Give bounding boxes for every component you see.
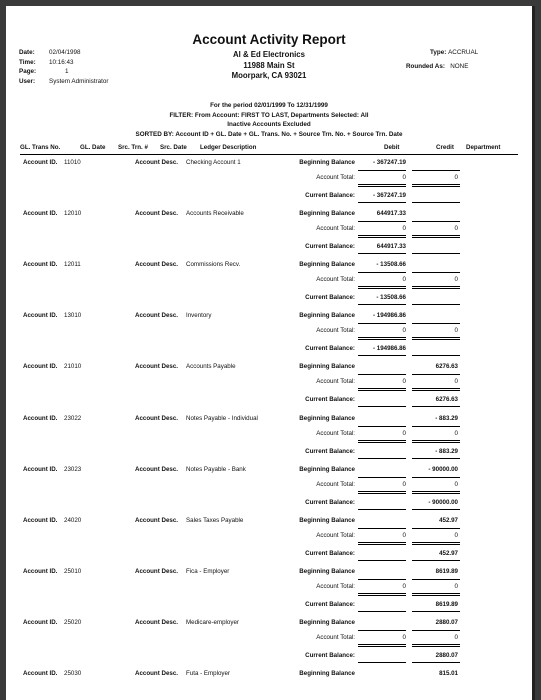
rule bbox=[412, 509, 460, 510]
account-desc-label: Account Desc. bbox=[135, 465, 178, 473]
current-balance-label: Current Balance: bbox=[305, 498, 355, 506]
account-id-value: 11010 bbox=[64, 159, 81, 166]
col-debit: Debit bbox=[384, 144, 400, 151]
rule bbox=[412, 388, 460, 389]
rule bbox=[412, 542, 460, 543]
rule bbox=[412, 662, 460, 663]
company-name: Al & Ed Electronics bbox=[233, 50, 305, 59]
account-block bbox=[6, 466, 532, 517]
rule bbox=[358, 323, 406, 324]
rule bbox=[412, 202, 460, 203]
current-balance-label: Current Balance: bbox=[305, 447, 355, 455]
rule bbox=[358, 390, 406, 391]
rule bbox=[358, 406, 406, 407]
account-id-value: 25030 bbox=[64, 670, 82, 677]
account-desc-label: Account Desc. bbox=[135, 567, 178, 575]
rule bbox=[412, 442, 460, 443]
account-desc-label: Account Desc. bbox=[135, 670, 178, 677]
account-total-credit: 0 bbox=[454, 480, 458, 488]
rule bbox=[358, 339, 406, 340]
rule bbox=[358, 509, 406, 510]
beginning-credit: 6276.63 bbox=[435, 363, 458, 371]
account-id-label: Account ID. bbox=[23, 261, 58, 269]
account-desc-label: Account Desc. bbox=[135, 414, 178, 422]
beginning-balance-label: Beginning Balance bbox=[299, 261, 355, 269]
rule bbox=[412, 323, 460, 324]
col-gl-trans-no: GL. Trans No. bbox=[20, 144, 61, 151]
col-credit: Credit bbox=[436, 144, 454, 151]
rule bbox=[358, 542, 406, 543]
rule bbox=[358, 237, 406, 238]
rule bbox=[358, 528, 406, 529]
current-credit: - 90000.00 bbox=[428, 498, 458, 506]
account-id-value: 13010 bbox=[64, 312, 82, 320]
account-desc-label: Account Desc. bbox=[135, 261, 178, 269]
rule bbox=[412, 595, 460, 596]
beginning-credit: - 883.29 bbox=[435, 414, 458, 422]
rule bbox=[358, 388, 406, 389]
account-id-value: 25020 bbox=[64, 618, 82, 626]
rule bbox=[358, 630, 406, 631]
account-block bbox=[6, 670, 532, 700]
col-department: Department bbox=[466, 144, 501, 151]
account-total-credit: 0 bbox=[454, 225, 458, 233]
rule bbox=[412, 221, 460, 222]
rule bbox=[412, 272, 460, 273]
account-desc-label: Account Desc. bbox=[135, 159, 178, 166]
beginning-balance-label: Beginning Balance bbox=[299, 363, 355, 371]
rule bbox=[412, 186, 460, 187]
beginning-balance-label: Beginning Balance bbox=[299, 567, 355, 575]
account-total-debit: 0 bbox=[402, 633, 406, 641]
col-ledger-desc: Ledger Description bbox=[200, 144, 257, 151]
rule bbox=[412, 304, 460, 305]
report-criteria bbox=[6, 101, 532, 139]
account-total-debit: 0 bbox=[402, 531, 406, 539]
inactive-text: Inactive Accounts Excluded bbox=[227, 121, 311, 128]
type-label: Type: bbox=[430, 49, 447, 56]
account-total-credit: 0 bbox=[454, 174, 458, 181]
account-total-label: Account Total: bbox=[316, 480, 355, 488]
company-address-1: 11988 Main St bbox=[243, 60, 295, 70]
account-id-value: 23023 bbox=[64, 465, 82, 473]
account-id-label: Account ID. bbox=[23, 618, 58, 626]
rule bbox=[412, 374, 460, 375]
account-desc-value: Accounts Receivable bbox=[186, 210, 244, 218]
rule bbox=[412, 491, 460, 492]
rule bbox=[412, 406, 460, 407]
account-total-debit: 0 bbox=[402, 378, 406, 386]
beginning-balance-label: Beginning Balance bbox=[299, 465, 355, 473]
current-credit: 8619.89 bbox=[435, 600, 458, 608]
account-total-credit: 0 bbox=[454, 276, 458, 284]
account-desc-value: Inventory bbox=[186, 312, 212, 320]
account-total-label: Account Total: bbox=[316, 429, 355, 437]
rule bbox=[412, 237, 460, 238]
rule bbox=[358, 221, 406, 222]
rule bbox=[358, 304, 406, 305]
account-block bbox=[6, 261, 532, 312]
beginning-debit: - 367247.19 bbox=[372, 159, 406, 166]
rule bbox=[412, 528, 460, 529]
account-block bbox=[6, 517, 532, 568]
current-balance-label: Current Balance: bbox=[305, 600, 355, 608]
rule bbox=[358, 595, 406, 596]
rule bbox=[358, 374, 406, 375]
rule bbox=[358, 491, 406, 492]
rule bbox=[412, 235, 460, 236]
rule bbox=[412, 170, 460, 171]
beginning-credit: 8619.89 bbox=[435, 567, 458, 575]
rounded-label: Rounded As: bbox=[406, 63, 445, 70]
account-desc-label: Account Desc. bbox=[135, 516, 178, 524]
rule bbox=[358, 544, 406, 545]
rule bbox=[412, 477, 460, 478]
beginning-debit: 644917.33 bbox=[376, 210, 406, 218]
beginning-balance-label: Beginning Balance bbox=[299, 618, 355, 626]
account-total-label: Account Total: bbox=[316, 174, 355, 181]
account-total-label: Account Total: bbox=[316, 378, 355, 386]
current-balance-label: Current Balance: bbox=[305, 294, 355, 302]
account-desc-label: Account Desc. bbox=[135, 312, 178, 320]
account-id-value: 24020 bbox=[64, 516, 82, 524]
account-desc-value: Checking Account 1 bbox=[186, 159, 241, 166]
current-credit: 6276.63 bbox=[435, 396, 458, 404]
beginning-balance-label: Beginning Balance bbox=[299, 414, 355, 422]
account-total-debit: 0 bbox=[402, 480, 406, 488]
rule bbox=[412, 390, 460, 391]
account-total-label: Account Total: bbox=[316, 582, 355, 590]
current-debit: - 367247.19 bbox=[372, 192, 406, 199]
page-label: Page: bbox=[19, 68, 37, 76]
rule bbox=[358, 662, 406, 663]
account-total-debit: 0 bbox=[402, 225, 406, 233]
account-block bbox=[6, 159, 532, 210]
beginning-balance-label: Beginning Balance bbox=[299, 159, 355, 166]
account-block bbox=[6, 415, 532, 466]
beginning-debit: - 13508.66 bbox=[376, 261, 406, 269]
account-id-value: 12011 bbox=[64, 261, 81, 269]
account-id-label: Account ID. bbox=[23, 465, 58, 473]
account-desc-value: Notes Payable - Bank bbox=[186, 465, 246, 473]
rule bbox=[358, 184, 406, 185]
account-id-value: 23022 bbox=[64, 414, 82, 422]
account-id-label: Account ID. bbox=[23, 516, 58, 524]
account-desc-value: Futa - Employer bbox=[186, 670, 231, 677]
rule bbox=[412, 286, 460, 287]
account-desc-value: Commissions Recv. bbox=[186, 261, 241, 269]
account-total-label: Account Total: bbox=[316, 225, 355, 233]
account-id-value: 25010 bbox=[64, 567, 82, 575]
rule bbox=[412, 644, 460, 645]
rule bbox=[358, 442, 406, 443]
account-id-label: Account ID. bbox=[23, 414, 58, 422]
report-title: Account Activity Report bbox=[192, 32, 346, 47]
account-id-label: Account ID. bbox=[23, 363, 58, 371]
type-row bbox=[430, 48, 478, 58]
sorted-text: SORTED BY: Account ID + GL. Date + GL. Trans. No. + Source Trn. No. + Source Trn. Date bbox=[135, 130, 403, 138]
beginning-balance-label: Beginning Balance bbox=[299, 516, 355, 524]
rule bbox=[358, 286, 406, 287]
rule bbox=[358, 426, 406, 427]
rule bbox=[358, 493, 406, 494]
account-total-credit: 0 bbox=[454, 429, 458, 437]
rule bbox=[358, 440, 406, 441]
rule bbox=[412, 611, 460, 612]
beginning-credit: - 90000.00 bbox=[428, 465, 458, 473]
account-id-label: Account ID. bbox=[23, 210, 58, 218]
time-value: 10:16:43 bbox=[49, 58, 74, 66]
account-total-credit: 0 bbox=[454, 633, 458, 641]
rule bbox=[412, 337, 460, 338]
rule bbox=[412, 184, 460, 185]
user-label: User: bbox=[19, 77, 36, 85]
rule bbox=[358, 458, 406, 459]
account-block bbox=[6, 363, 532, 414]
rule bbox=[412, 630, 460, 631]
account-desc-value: Accounts Payable bbox=[186, 363, 236, 371]
account-block bbox=[6, 210, 532, 261]
account-total-label: Account Total: bbox=[316, 531, 355, 539]
current-balance-label: Current Balance: bbox=[305, 396, 355, 404]
user-value: System Administrator bbox=[49, 77, 109, 85]
current-credit: 452.97 bbox=[439, 549, 458, 557]
rule bbox=[412, 579, 460, 580]
rule bbox=[358, 579, 406, 580]
beginning-balance-label: Beginning Balance bbox=[299, 210, 355, 218]
account-total-label: Account Total: bbox=[316, 327, 355, 335]
rule bbox=[412, 253, 460, 254]
account-desc-value: Notes Payable - Individual bbox=[186, 414, 258, 422]
account-total-debit: 0 bbox=[402, 276, 406, 284]
account-block bbox=[6, 619, 532, 670]
account-block bbox=[6, 568, 532, 619]
rule bbox=[412, 646, 460, 647]
account-total-label: Account Total: bbox=[316, 276, 355, 284]
header-rule bbox=[20, 154, 518, 155]
rule bbox=[358, 337, 406, 338]
page-value: 1 bbox=[65, 68, 69, 76]
account-total-credit: 0 bbox=[454, 378, 458, 386]
rule bbox=[358, 272, 406, 273]
rule bbox=[358, 593, 406, 594]
beginning-credit: 452.97 bbox=[439, 516, 458, 524]
current-balance-label: Current Balance: bbox=[305, 243, 355, 251]
rounded-value: NONE bbox=[450, 63, 469, 70]
rule bbox=[412, 493, 460, 494]
period-text: For the period 02/01/1999 To 12/31/1999 bbox=[210, 102, 328, 109]
col-src-date: Src. Date bbox=[160, 144, 187, 151]
rule bbox=[358, 186, 406, 187]
account-desc-label: Account Desc. bbox=[135, 363, 178, 371]
beginning-balance-label: Beginning Balance bbox=[299, 670, 355, 677]
account-total-debit: 0 bbox=[402, 174, 406, 181]
date-label: Date: bbox=[19, 49, 35, 56]
company-address-2: Moorpark, CA 93021 bbox=[231, 71, 307, 80]
rule bbox=[412, 458, 460, 459]
beginning-credit: 2880.07 bbox=[435, 618, 458, 626]
type-value: ACCRUAL bbox=[448, 49, 479, 56]
filter-text: FILTER: From Account: FIRST TO LAST, Departments Selected: All bbox=[169, 111, 369, 119]
account-desc-value: Fica - Employer bbox=[186, 567, 230, 575]
rule bbox=[412, 339, 460, 340]
account-id-label: Account ID. bbox=[23, 567, 58, 575]
account-id-label: Account ID. bbox=[23, 312, 58, 320]
beginning-credit: 815.01 bbox=[439, 670, 458, 677]
account-total-label: Account Total: bbox=[316, 633, 355, 641]
account-total-credit: 0 bbox=[454, 327, 458, 335]
account-desc-value: Medicare-employer bbox=[186, 618, 239, 626]
rule bbox=[358, 355, 406, 356]
report-page bbox=[6, 6, 535, 700]
current-credit: 2880.07 bbox=[435, 651, 458, 659]
account-total-debit: 0 bbox=[402, 327, 406, 335]
col-gl-date: GL. Date bbox=[80, 144, 106, 151]
rule bbox=[412, 560, 460, 561]
rule bbox=[358, 170, 406, 171]
rule bbox=[412, 288, 460, 289]
account-id-value: 21010 bbox=[64, 363, 82, 371]
account-desc-label: Account Desc. bbox=[135, 210, 178, 218]
account-total-credit: 0 bbox=[454, 582, 458, 590]
beginning-debit: - 194986.86 bbox=[372, 312, 406, 320]
date-value: 02/04/1998 bbox=[49, 49, 81, 56]
account-block bbox=[6, 312, 532, 363]
rule bbox=[412, 426, 460, 427]
rule bbox=[358, 560, 406, 561]
rule bbox=[412, 355, 460, 356]
col-src-trn-no: Src. Trn. # bbox=[118, 144, 148, 151]
rounded-row bbox=[406, 62, 468, 72]
account-id-label: Account ID. bbox=[23, 159, 58, 166]
account-total-debit: 0 bbox=[402, 582, 406, 590]
rule bbox=[358, 288, 406, 289]
account-id-label: Account ID. bbox=[23, 670, 58, 677]
current-debit: 644917.33 bbox=[376, 243, 406, 251]
rule bbox=[358, 611, 406, 612]
account-id-value: 12010 bbox=[64, 210, 82, 218]
beginning-balance-label: Beginning Balance bbox=[299, 312, 355, 320]
rule bbox=[358, 646, 406, 647]
current-debit: - 13508.66 bbox=[376, 294, 406, 302]
current-balance-label: Current Balance: bbox=[305, 192, 355, 199]
account-desc-value: Sales Taxes Payable bbox=[186, 516, 244, 524]
time-label: Time: bbox=[19, 58, 36, 66]
rule bbox=[358, 644, 406, 645]
current-balance-label: Current Balance: bbox=[305, 549, 355, 557]
rule bbox=[358, 235, 406, 236]
current-balance-label: Current Balance: bbox=[305, 345, 355, 353]
current-balance-label: Current Balance: bbox=[305, 651, 355, 659]
rule bbox=[358, 477, 406, 478]
current-debit: - 194986.86 bbox=[372, 345, 406, 353]
current-credit: - 883.29 bbox=[435, 447, 458, 455]
rule bbox=[358, 202, 406, 203]
account-total-debit: 0 bbox=[402, 429, 406, 437]
rule bbox=[358, 253, 406, 254]
rule bbox=[412, 544, 460, 545]
account-desc-label: Account Desc. bbox=[135, 618, 178, 626]
account-total-credit: 0 bbox=[454, 531, 458, 539]
rule bbox=[412, 593, 460, 594]
rule bbox=[412, 440, 460, 441]
